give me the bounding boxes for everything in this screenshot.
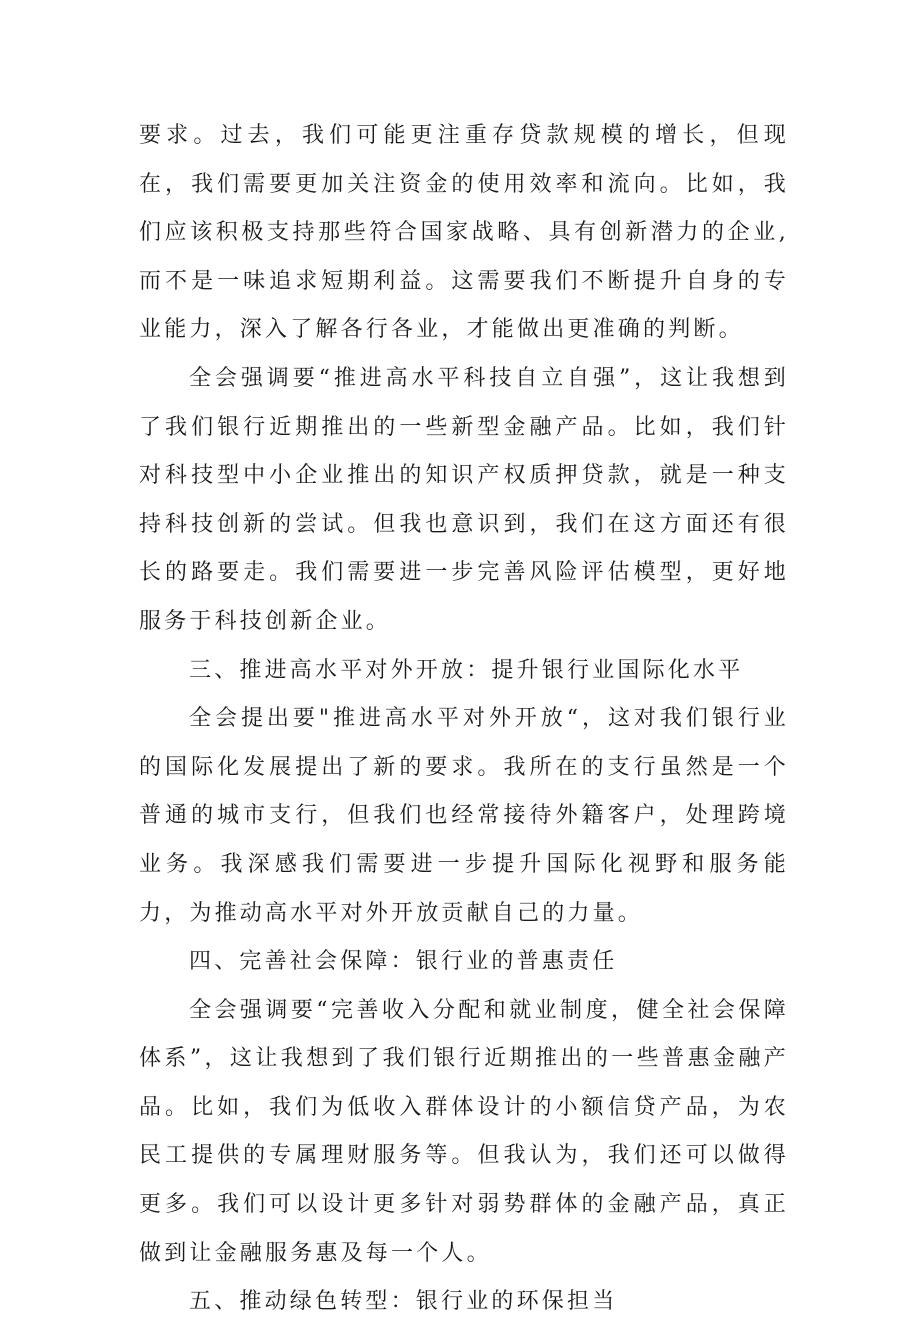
section-heading: 五、推动绿色转型：银行业的环保担当 — [189, 1289, 618, 1315]
paragraph-body: 要求。过去，我们可能更注重存贷款规模的增长，但现在，我们需要更加关注资金的使用效率和流向。比如，我们应该积极支持那些符合国家战略、具有创新潜力的企业,而不是一味追求短期利益。这需要我们不断提升自身的专业能力，深入了解各行各业，才能做出更准确的判断。 — [139, 123, 789, 343]
section-heading: 三、推进高水平对外开放：提升银行业国际化水平 — [189, 657, 744, 683]
paragraph-body: 全会提出要"推进高水平对外开放“，这对我们银行业的国际化发展提出了新的要求。我所在的支行虽然是一个普通的城市支行，但我们也经常接待外籍客户，处理跨境业务。我深感我们需要进一步提升国际化视野和服务能力，为推动高水平对外开放贡献自己的力量。 — [139, 706, 789, 926]
paragraph-body: 全会强调要“推进高水平科技自立自强”，这让我想到了我们银行近期推出的一些新型金融产品。比如，我们针对科技型中小企业推出的知识产权质押贷款，就是一种支持科技创新的尝试。但我也意识到，我们在这方面还有很长的路要走。我们需要进一步完善风险评估模型，更好地服务于科技创新企业。 — [139, 365, 789, 634]
document-body — [139, 112, 789, 1327]
section-heading: 四、完善社会保障：银行业的普惠责任 — [189, 949, 618, 975]
paragraph-body: 全会强调要“完善收入分配和就业制度，健全社会保障体系”，这让我想到了我们银行近期推出的一些普惠金融产品。比如，我们为低收入群体设计的小额信贷产品，为农民工提供的专属理财服务等。但我认为，我们还可以做得更多。我们可以设计更多针对弱势群体的金融产品，真正做到让金融服务惠及每一个人。 — [139, 997, 789, 1266]
